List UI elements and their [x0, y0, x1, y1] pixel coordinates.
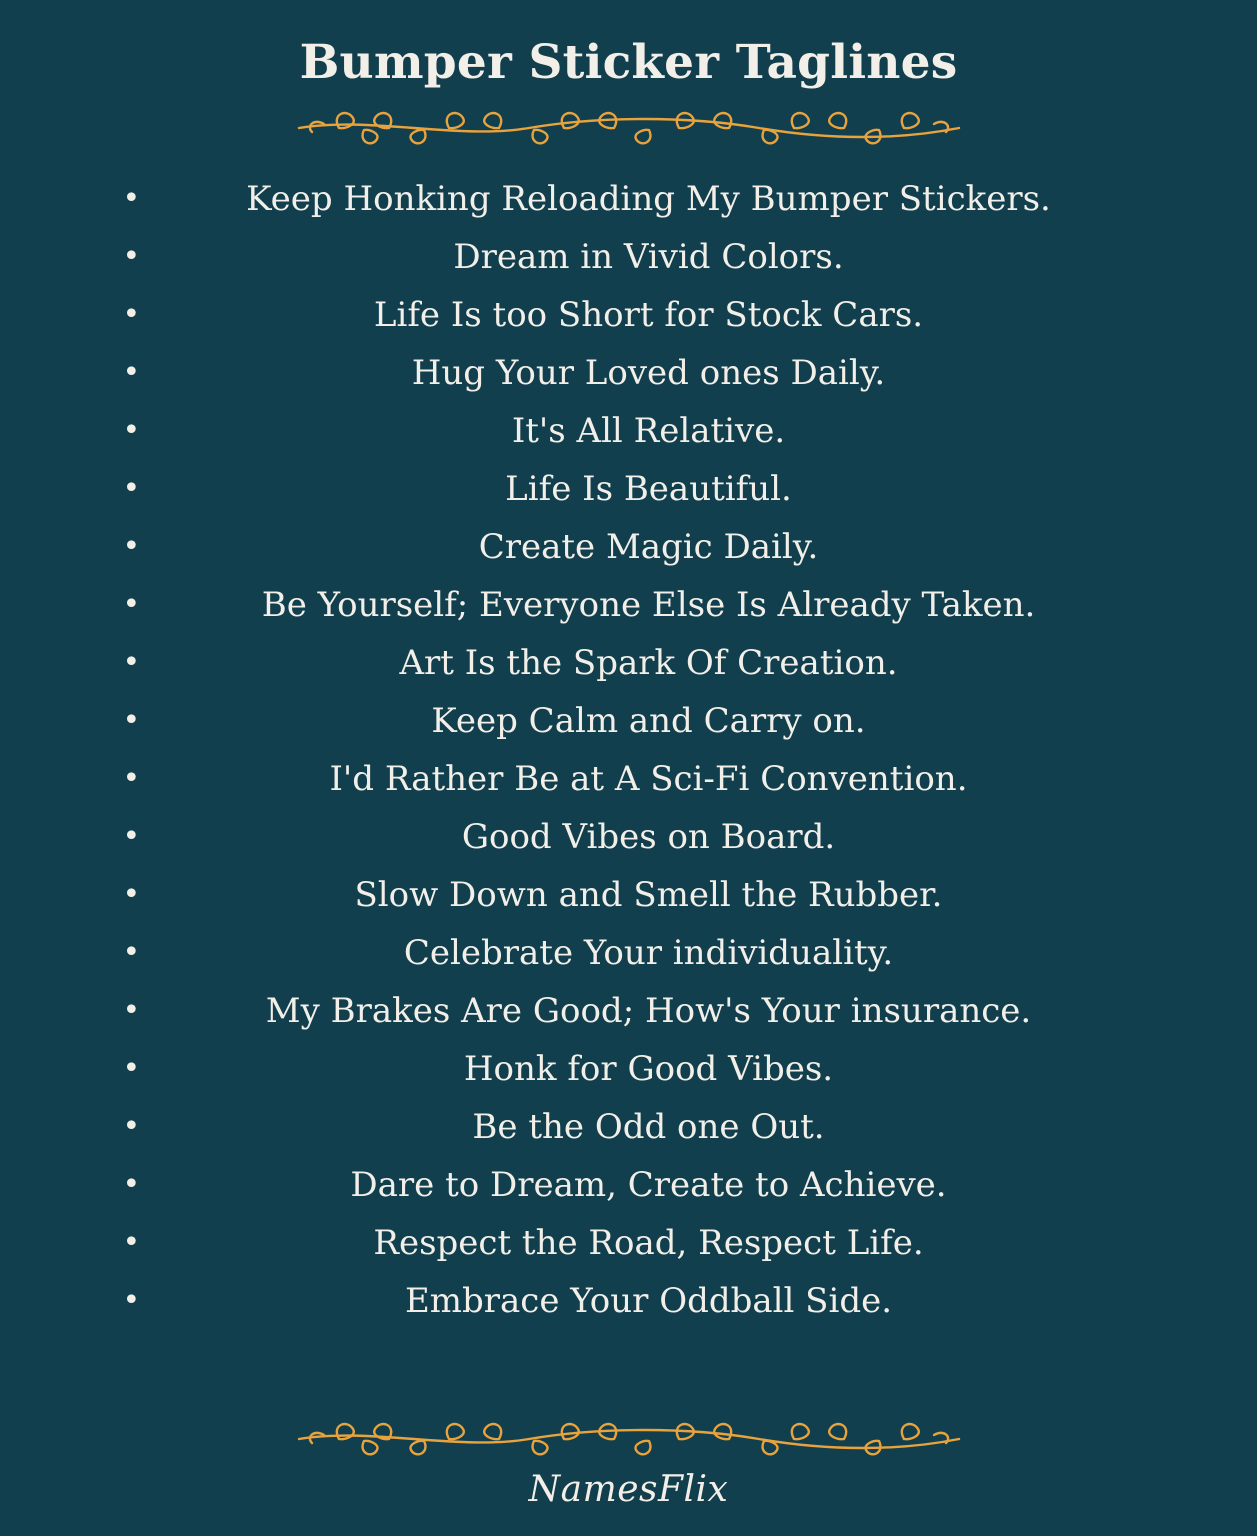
list-item-label: Embrace Your Oddball Side. [404, 1281, 893, 1322]
list-item [109, 460, 1149, 518]
bullet-icon: • [122, 819, 141, 855]
bullet-icon: • [122, 703, 141, 739]
bullet-icon: • [122, 181, 141, 217]
list-item-label: Be Yourself; Everyone Else Is Already Taken. [261, 585, 1036, 626]
list-item [109, 518, 1149, 576]
list-item-label: Art Is the Spark Of Creation. [399, 643, 898, 684]
bullet-icon: • [122, 587, 141, 623]
bullet-icon: • [122, 1167, 141, 1203]
list-item [109, 750, 1149, 808]
bullet-icon: • [122, 239, 141, 275]
bullet-icon: • [122, 413, 141, 449]
list-item [109, 1098, 1149, 1156]
list-item [109, 1272, 1149, 1330]
list-item-label: Life Is Beautiful. [505, 469, 792, 510]
list-item [109, 1214, 1149, 1272]
list-item [109, 402, 1149, 460]
bullet-icon: • [122, 1225, 141, 1261]
ornamental-divider-top [279, 104, 979, 152]
bullet-icon: • [122, 529, 141, 565]
list-item [109, 1156, 1149, 1214]
bullet-icon: • [122, 355, 141, 391]
bullet-icon: • [122, 993, 141, 1029]
list-item [109, 170, 1149, 228]
list-item-label: Dream in Vivid Colors. [453, 237, 844, 278]
list-item-label: Life Is too Short for Stock Cars. [373, 295, 924, 336]
list-item [109, 344, 1149, 402]
list-item [109, 808, 1149, 866]
bullet-icon: • [122, 297, 141, 333]
bullet-icon: • [122, 1109, 141, 1145]
list-item-label: It's All Relative. [511, 411, 786, 452]
list-item [109, 1040, 1149, 1098]
tagline-list [109, 170, 1149, 1330]
bullet-icon: • [122, 1283, 141, 1319]
list-item [109, 982, 1149, 1040]
bullet-icon: • [122, 1051, 141, 1087]
list-item-label: Be the Odd one Out. [472, 1107, 825, 1148]
list-item-label: Keep Honking Reloading My Bumper Stickers. [246, 179, 1051, 220]
bullet-icon: • [122, 935, 141, 971]
list-item-label: My Brakes Are Good; How's Your insurance. [265, 991, 1032, 1032]
page-title: Bumper Sticker Taglines [299, 35, 958, 90]
bullet-icon: • [122, 471, 141, 507]
list-item [109, 924, 1149, 982]
list-item [109, 866, 1149, 924]
list-item-label: Slow Down and Smell the Rubber. [354, 875, 943, 916]
list-item-label: Dare to Dream, Create to Achieve. [350, 1165, 947, 1206]
bullet-icon: • [122, 761, 141, 797]
bullet-icon: • [122, 877, 141, 913]
list-item-label: Good Vibes on Board. [461, 817, 836, 858]
list-item [109, 576, 1149, 634]
list-item-label: Respect the Road, Respect Life. [373, 1223, 924, 1264]
list-item [109, 634, 1149, 692]
bullet-icon: • [122, 645, 141, 681]
ornamental-divider-bottom [279, 1415, 979, 1463]
list-item-label: I'd Rather Be at A Sci-Fi Convention. [329, 759, 968, 800]
list-item [109, 692, 1149, 750]
list-item-label: Celebrate Your individuality. [403, 933, 894, 974]
list-item [109, 228, 1149, 286]
list-item-label: Honk for Good Vibes. [463, 1049, 834, 1090]
list-item [109, 286, 1149, 344]
brand-logo: NamesFlix [528, 1469, 729, 1510]
list-item-label: Hug Your Loved ones Daily. [411, 353, 886, 394]
list-item-label: Create Magic Daily. [478, 527, 819, 568]
list-item-label: Keep Calm and Carry on. [431, 701, 866, 742]
